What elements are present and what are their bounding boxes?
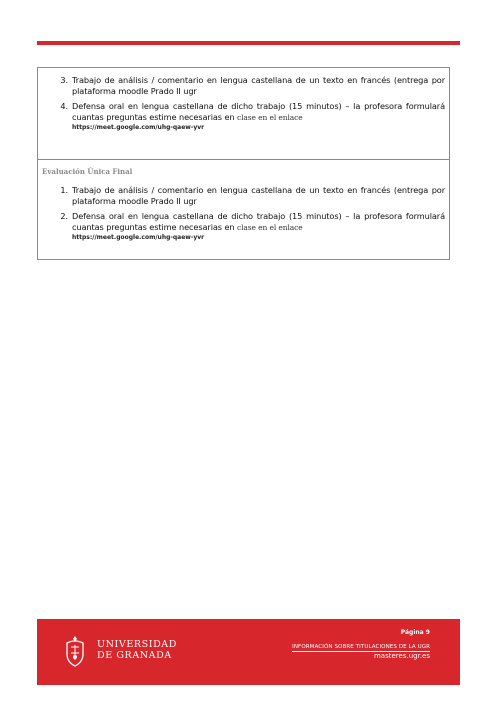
university-name-line1: UNIVERSIDAD [97, 639, 177, 650]
meeting-link[interactable]: https://meet.google.com/uhg-qaew-yvr [72, 234, 205, 241]
list-item [60, 211, 445, 242]
list-item-text: Defensa oral en lengua castellana de dicho trabajo (15 minutos) – la profesora formulará cuantas preguntas estime necesarias en [72, 101, 445, 122]
list-item [60, 185, 445, 207]
site-link[interactable]: masteres.ugr.es [373, 652, 430, 660]
list-item-number: 2. [60, 211, 68, 221]
university-name [97, 639, 177, 661]
list-item-text: Defensa oral en lengua castellana de dicho trabajo (15 minutos) – la profesora formulará cuantas preguntas estime necesarias en [72, 211, 445, 232]
list-item-text: Trabajo de análisis / comentario en lengua castellana de un texto en francés (entrega por plataforma moodle Prado II ugr [72, 75, 445, 96]
info-titulaciones: INFORMACIÓN SOBRE TITULACIONES DE LA UGR [292, 644, 430, 650]
section-heading: Evaluación Única Final [42, 167, 133, 176]
university-name-line2: DE GRANADA [97, 650, 172, 661]
header-rule [37, 41, 460, 45]
university-crest-icon [62, 634, 88, 668]
meeting-link[interactable]: https://meet.google.com/uhg-qaew-yvr [72, 124, 205, 131]
page-footer [37, 619, 460, 685]
list-item-number: 3. [60, 75, 68, 85]
list-item-number: 4. [60, 101, 68, 111]
list-item-text: Trabajo de análisis / comentario en lengua castellana de un texto en francés (entrega por plataforma moodle Prado II ugr [72, 185, 445, 206]
list-item [60, 75, 445, 97]
evaluation-box-continued [37, 67, 450, 159]
list-item-text-tail: clase en el enlace [237, 223, 303, 232]
list-item-text-tail: clase en el enlace [237, 113, 303, 122]
list-item-number: 1. [60, 185, 68, 195]
list-item [60, 101, 445, 132]
page-number: Página 9 [400, 629, 430, 636]
evaluation-box-final [37, 159, 450, 260]
